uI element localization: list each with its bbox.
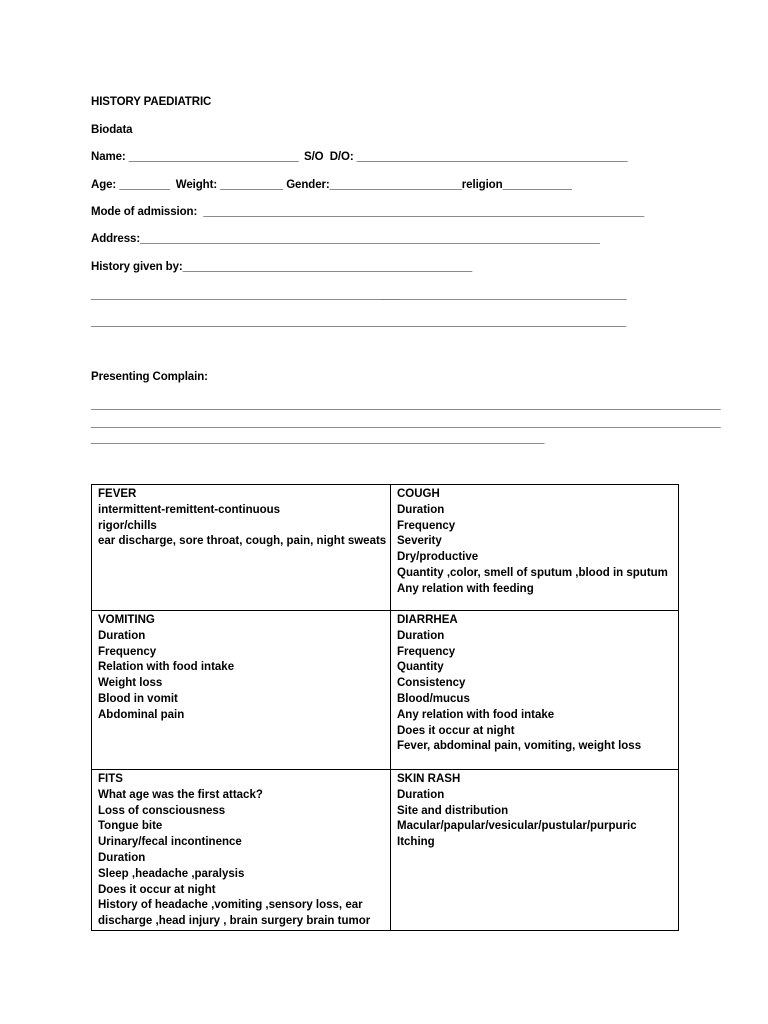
cell-line: Blood in vomit: [98, 692, 178, 705]
table-cell: [92, 770, 391, 931]
cell-line: Frequency: [98, 645, 157, 658]
cell-line: FEVER: [98, 488, 137, 500]
blank-line: _____________________________________________________________________________________: [91, 316, 627, 328]
age-weight-gender-religion-line: Age: ________ Weight: __________ Gender:_____________________religion___________: [91, 179, 572, 191]
cell-line: Itching: [397, 836, 435, 849]
cell-line: DIARRHEA: [397, 614, 458, 626]
cell-line: Abdominal pain: [98, 708, 185, 721]
presenting-line: ____________________________________________________________________________________________________: [91, 417, 721, 429]
cell-line: Any relation with food intake: [397, 708, 555, 721]
name-field-line: Name: ___________________________: [91, 151, 299, 163]
presenting-line: ________________________________________________________________________: [91, 433, 545, 445]
cell-line: Weight loss: [98, 677, 163, 690]
cell-line: ear discharge, sore throat, cough, pain, night sweats: [98, 535, 387, 548]
table-row: [92, 611, 679, 770]
presenting-line: ____________________________________________________________________________________________________: [91, 399, 721, 411]
cell-line: Urinary/fecal incontinence: [98, 836, 242, 849]
address-line: Address:_________________________________________________________________________: [91, 233, 600, 245]
cell-line: Severity: [397, 535, 442, 548]
cell-line: Tongue bite: [98, 820, 163, 833]
cell-line: Duration: [98, 629, 146, 642]
table-cell: [92, 485, 391, 611]
cell-line: Duration: [397, 788, 445, 801]
cell-line: Frequency: [397, 519, 456, 532]
cell-line: Site and distribution: [397, 804, 509, 817]
cell-line: intermittent-remittent-continuous: [98, 503, 281, 516]
cell-line: FITS: [98, 773, 123, 785]
cell-line: Duration: [397, 629, 445, 642]
table-row: [92, 485, 679, 611]
blank-line: _______________________________________: [381, 289, 627, 301]
cell-line: Fever, abdominal pain, vomiting, weight loss: [397, 740, 642, 753]
table-row: [92, 770, 679, 931]
cell-line: Frequency: [397, 645, 456, 658]
table-cell: [391, 770, 679, 931]
cell-line: Sleep ,headache ,paralysis: [98, 867, 245, 880]
biodata-heading: Biodata: [91, 124, 133, 136]
cell-line: COUGH: [397, 488, 440, 500]
cell-line: SKIN RASH: [397, 773, 461, 785]
cell-line: Quantity ,color, smell of sputum ,blood in sputum: [397, 566, 668, 579]
table-cell: [391, 611, 679, 770]
cell-line: Relation with food intake: [98, 661, 235, 674]
cell-line: Any relation with feeding: [397, 582, 534, 595]
cell-line: Loss of consciousness: [98, 804, 226, 817]
presenting-complain-heading: Presenting Complain:: [91, 371, 208, 383]
cell-line: Macular/papular/vesicular/pustular/purpuric: [397, 820, 637, 833]
symptom-table: [91, 484, 679, 931]
cell-line: Does it occur at night: [397, 724, 515, 737]
cell-line: History of headache ,vomiting ,sensory loss, ear discharge ,head injury , brain surgery brain tumor: [98, 899, 371, 928]
table-cell: [391, 485, 679, 611]
so-do-field-line: S/O D/O: ___________________________________________: [304, 151, 628, 163]
cell-line: Does it occur at night: [98, 883, 216, 896]
cell-line: Duration: [98, 851, 146, 864]
history-given-by-line: History given by:______________________________________________: [91, 261, 473, 273]
cell-line: Duration: [397, 503, 445, 516]
blank-line: _________________________________________________: [91, 289, 400, 301]
cell-line: Consistency: [397, 677, 466, 690]
mode-of-admission-line: Mode of admission: ______________________________________________________________________: [91, 206, 645, 218]
cell-line: rigor/chills: [98, 519, 157, 532]
cell-line: Blood/mucus: [397, 692, 470, 705]
cell-line: What age was the first attack?: [98, 788, 263, 801]
cell-line: Quantity: [397, 661, 444, 674]
page-title: HISTORY PAEDIATRIC: [91, 96, 212, 108]
table-cell: [92, 611, 391, 770]
cell-line: Dry/productive: [397, 551, 479, 564]
cell-line: VOMITING: [98, 614, 155, 626]
